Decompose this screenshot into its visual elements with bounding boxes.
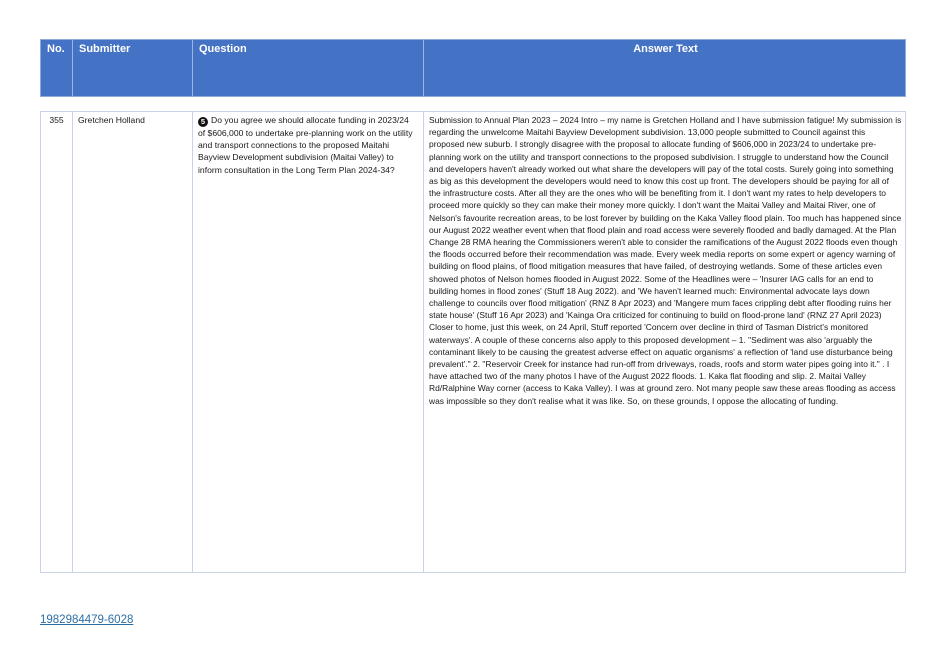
header-answer-text: Answer Text xyxy=(633,43,698,55)
row-submitter: Gretchen Holland xyxy=(73,112,193,572)
row-answer-text: Submission to Annual Plan 2023 – 2024 Intro – my name is Gretchen Holland and I have submission fatigue! My submission is regarding the unwelcome Maitahi Bayview Development subdivision. 13,000 people submitted to Council against this proposed new suburb. I strongly disagree with the proposal to allocate funding of $606,000 in 2023/24 to undertake pre-planning work on the utility and transport connections to the proposed subdivision. I struggle to understand how the Council and developers haven't already worked out what share the developers will pay of the total costs. Surely going into something as big as this development the developers would need to know this cost up front. The developers should be paying for all of the infrastructure costs. After all they are the ones who will be benefiting from it. I don't want my rates to help developers to proceed more quickly so they can make their money more quickly. I don't want the Maitai Valley and Maitai River, one of Nelson's favourite recreation areas, to be lost forever by building on the Kaka Valley flood plain. Too much has happened since our August 2022 weather event when that flood plain and road access were severely flooded and badly damaged. At the Plan Change 28 RMA hearing the Commissioners weren't able to consider the ramifications of the August 2022 floods even though the floods occurred before their recommendation was made. Every week media reports on some expert or agency warning of building on flood plains, of flood mitigation measures that have failed, of destroying wetlands. Some of these articles even showed photos of Nelson homes flooded in August 2022. Some of the Headlines were – 'Insurer IAG calls for an end to building homes in flood zones' (Stuff 18 Aug 2022). and 'We haven't learned much: Environmental advocate lays down challenge to councils over flood mitigation' (RNZ 8 Apr 2023) and 'Mangere mum faces crippling debt after flooding ruins her state house' (Stuff 16 Apr 2023) and 'Kainga Ora criticized for continuing to build on flood-prone land' (RNZ 27 April 2023) Closer to home, just this week, on 24 April, Stuff reported 'Concern over decline in third of Tasman District's monitored waterways'. A couple of these concerns also apply to this proposed development – 1. "Sediment was also 'arguably the contaminant likely to be causing the greatest adverse effect on aquatic organisms' a reflection of 'land use disturbance being prevalent'." 2. "Reservoir Creek for instance had run-off from driveways, roads, roofs and storm water pipes going into it." . I have attached two of the many photos I have of the August 2022 floods. 1. Kaka flat flooding and slip. 2. Maitai Valley Rd/Ralphine Way corner (access to Kaka Valley). I was at ground zero. Not many people saw these areas flooding as access was impossible so they don't realise what it was like. So, on these grounds, I oppose the allocating of funding. xyxy=(429,115,902,406)
table-row xyxy=(40,111,906,573)
row-question xyxy=(193,112,424,572)
question-text: Do you agree we should allocate funding in 2023/24 of $606,000 to undertake pre-planning work on the utility and transport connections to the proposed Maitahi Bayview Development subdivision (Maitai Valley) to inform consultation in the Long Term Plan 2024-34? xyxy=(198,115,413,175)
question-number-badge: 5 xyxy=(198,117,208,127)
document-id-link[interactable]: 1982984479-6028 xyxy=(40,614,134,626)
row-number: 355 xyxy=(41,112,73,572)
table-header-row xyxy=(40,39,906,97)
header-question: Question xyxy=(193,40,424,96)
header-no: No. xyxy=(41,40,73,96)
header-submitter: Submitter xyxy=(73,40,193,96)
